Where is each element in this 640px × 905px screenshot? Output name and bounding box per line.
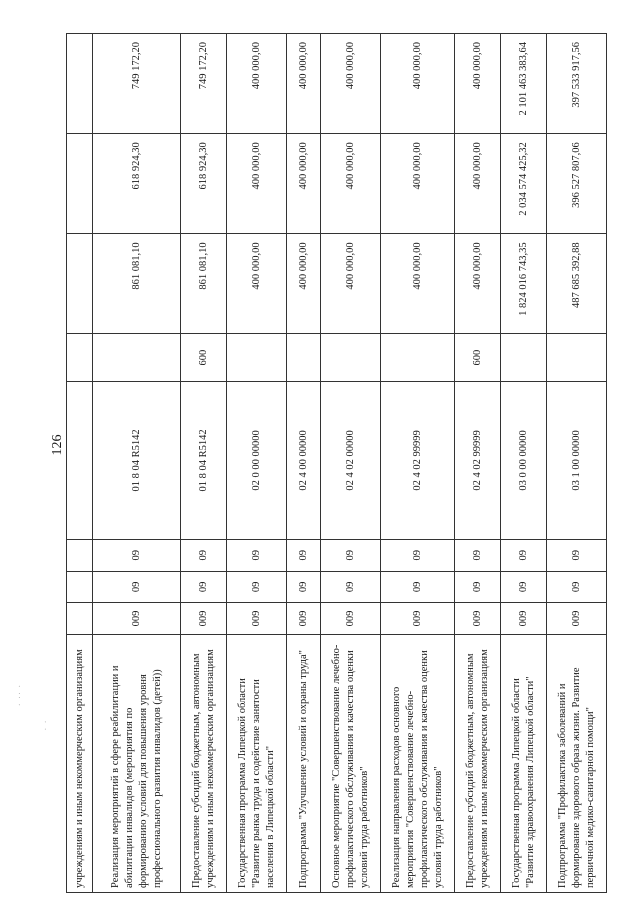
- row-name-cell: Подпрограмма "Профилактика заболеваний и формирование здорового образа жизни. Развитие первичной медико-санитарной помощи": [547, 634, 607, 892]
- section-code-cell: 09: [381, 571, 455, 603]
- expense-type-cell: [547, 334, 607, 381]
- table-row: [287, 34, 321, 893]
- amount-year2-cell: 618 924,30: [181, 134, 227, 234]
- amount-year1-cell: 861 081,10: [181, 234, 227, 334]
- amount-year1-cell: 861 081,10: [93, 234, 181, 334]
- expense-type-cell: [287, 334, 321, 381]
- section-code-cell: 09: [287, 571, 321, 603]
- subsection-code-cell: 09: [501, 539, 547, 571]
- amount-year1-cell: 400 000,00: [321, 234, 381, 334]
- subsection-code-cell: 09: [227, 539, 287, 571]
- expense-type-cell: 600: [181, 334, 227, 381]
- amount-year1-cell: 487 685 392,88: [547, 234, 607, 334]
- page-number: 126: [50, 434, 65, 456]
- section-code-cell: 09: [321, 571, 381, 603]
- grbs-code-cell: 009: [547, 603, 607, 635]
- subsection-code-cell: 09: [455, 539, 501, 571]
- table-row: [501, 34, 547, 893]
- table-row: [67, 34, 93, 893]
- amount-year2-cell: 400 000,00: [321, 134, 381, 234]
- amount-year3-cell: 400 000,00: [321, 34, 381, 134]
- target-article-cell: 02 4 02 00000: [321, 381, 381, 539]
- amount-year3-cell: 2 101 463 383,64: [501, 34, 547, 134]
- amount-year1-cell: [67, 234, 93, 334]
- amount-year3-cell: 400 000,00: [381, 34, 455, 134]
- grbs-code-cell: 009: [321, 603, 381, 635]
- amount-year2-cell: 2 034 574 425,32: [501, 134, 547, 234]
- table-row: [455, 34, 501, 893]
- row-name-cell: Государственная программа Липецкой области "Развитие рынка труда и содействие занятости населения в Липецкой области": [227, 634, 287, 892]
- subsection-code-cell: 09: [93, 539, 181, 571]
- target-article-cell: 02 4 02 99999: [455, 381, 501, 539]
- target-article-cell: [67, 381, 93, 539]
- row-name-cell: Государственная программа Липецкой области "Развитие здравоохранения Липецкой области": [501, 634, 547, 892]
- table-row: [381, 34, 455, 893]
- amount-year3-cell: 749 172,20: [93, 34, 181, 134]
- section-code-cell: 09: [501, 571, 547, 603]
- target-article-cell: 03 1 00 00000: [547, 381, 607, 539]
- target-article-cell: 01 8 04 R5142: [181, 381, 227, 539]
- grbs-code-cell: 009: [287, 603, 321, 635]
- subsection-code-cell: 09: [547, 539, 607, 571]
- expense-type-cell: [501, 334, 547, 381]
- amount-year2-cell: 400 000,00: [227, 134, 287, 234]
- target-article-cell: 02 4 00 00000: [287, 381, 321, 539]
- scan-margin-mark: · ·· ·: [14, 683, 25, 707]
- row-name-cell: Подпрограмма "Улучшение условий и охраны труда": [287, 634, 321, 892]
- target-article-cell: 03 0 00 00000: [501, 381, 547, 539]
- target-article-cell: 01 8 04 R5142: [93, 381, 181, 539]
- row-name-cell: Основное мероприятие "Совершенствование лечебно-профилактического обслуживания и качества оценки условий труда работников": [321, 634, 381, 892]
- amount-year3-cell: 397 533 917,56: [547, 34, 607, 134]
- grbs-code-cell: 009: [227, 603, 287, 635]
- expense-type-cell: [67, 334, 93, 381]
- amount-year1-cell: 400 000,00: [227, 234, 287, 334]
- amount-year2-cell: [67, 134, 93, 234]
- grbs-code-cell: 009: [93, 603, 181, 635]
- table-row: [547, 34, 607, 893]
- row-name-cell: учреждениям и иным некоммерческим организациям: [67, 634, 93, 892]
- amount-year1-cell: 400 000,00: [455, 234, 501, 334]
- table-row: [181, 34, 227, 893]
- row-name-cell: Предоставление субсидий бюджетным, автономным учреждениям и иным некоммерческим организациям: [455, 634, 501, 892]
- table-row: [321, 34, 381, 893]
- expense-type-cell: [321, 334, 381, 381]
- amount-year1-cell: 400 000,00: [381, 234, 455, 334]
- grbs-code-cell: 009: [455, 603, 501, 635]
- section-code-cell: [67, 571, 93, 603]
- subsection-code-cell: [67, 539, 93, 571]
- scan-margin-mark: · ·: [40, 719, 51, 731]
- amount-year2-cell: 396 527 807,06: [547, 134, 607, 234]
- amount-year2-cell: 400 000,00: [287, 134, 321, 234]
- amount-year3-cell: 400 000,00: [287, 34, 321, 134]
- row-name-cell: Реализация мероприятий в сфере реабилитации и абилитации инвалидов (мероприятия по формированию условий для повышения уровня профессионального развития инвалидов (детей)): [93, 634, 181, 892]
- amount-year1-cell: 400 000,00: [287, 234, 321, 334]
- grbs-code-cell: 009: [501, 603, 547, 635]
- expense-type-cell: [381, 334, 455, 381]
- section-code-cell: 09: [455, 571, 501, 603]
- amount-year3-cell: 400 000,00: [227, 34, 287, 134]
- budget-table: [66, 33, 607, 893]
- budget-table-container: [66, 33, 621, 893]
- amount-year1-cell: 1 824 016 743,35: [501, 234, 547, 334]
- subsection-code-cell: 09: [381, 539, 455, 571]
- section-code-cell: 09: [227, 571, 287, 603]
- grbs-code-cell: 009: [381, 603, 455, 635]
- target-article-cell: 02 0 00 00000: [227, 381, 287, 539]
- expense-type-cell: [227, 334, 287, 381]
- section-code-cell: 09: [181, 571, 227, 603]
- row-name-cell: Предоставление субсидий бюджетным, автономным учреждениям и иным некоммерческим организациям: [181, 634, 227, 892]
- expense-type-cell: 600: [455, 334, 501, 381]
- amount-year3-cell: 400 000,00: [455, 34, 501, 134]
- section-code-cell: 09: [93, 571, 181, 603]
- amount-year3-cell: [67, 34, 93, 134]
- row-name-cell: Реализация направления расходов основного мероприятия "Совершенствование лечебно-профилактического обслуживания и качества оценки условий труда работников": [381, 634, 455, 892]
- subsection-code-cell: 09: [321, 539, 381, 571]
- table-row: [227, 34, 287, 893]
- table-row: [93, 34, 181, 893]
- target-article-cell: 02 4 02 99999: [381, 381, 455, 539]
- subsection-code-cell: 09: [181, 539, 227, 571]
- amount-year2-cell: 400 000,00: [455, 134, 501, 234]
- amount-year3-cell: 749 172,20: [181, 34, 227, 134]
- grbs-code-cell: [67, 603, 93, 635]
- amount-year2-cell: 618 924,30: [93, 134, 181, 234]
- amount-year2-cell: 400 000,00: [381, 134, 455, 234]
- section-code-cell: 09: [547, 571, 607, 603]
- expense-type-cell: [93, 334, 181, 381]
- grbs-code-cell: 009: [181, 603, 227, 635]
- subsection-code-cell: 09: [287, 539, 321, 571]
